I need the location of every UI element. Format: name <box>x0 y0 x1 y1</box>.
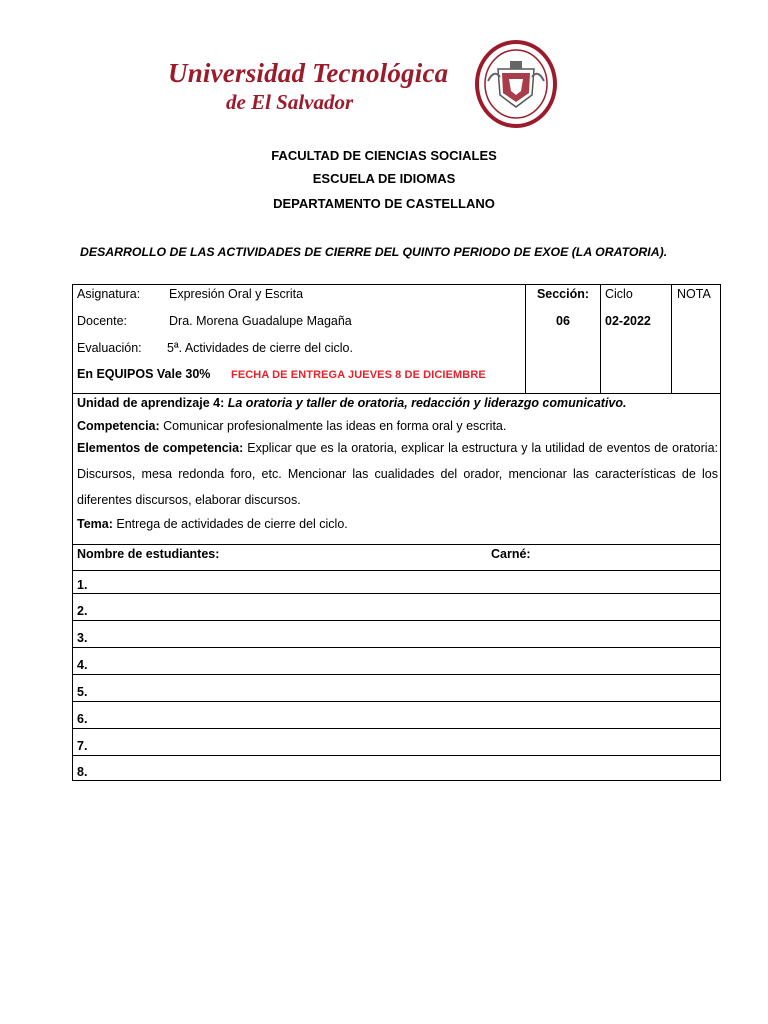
university-seal-icon <box>474 39 558 129</box>
elementos-paragraph <box>77 435 718 513</box>
tema-value: Entrega de actividades de cierre del ciclo. <box>116 517 348 531</box>
student-row-4[interactable]: 4. <box>77 658 88 672</box>
student-row-2[interactable]: 2. <box>77 604 88 618</box>
docente-value: Dra. Morena Guadalupe Magaña <box>169 314 352 328</box>
student-row-5[interactable]: 5. <box>77 685 88 699</box>
equipos-text: En EQUIPOS Vale 30% <box>77 367 211 381</box>
asignatura-label: Asignatura: <box>77 287 141 301</box>
evaluation-table <box>72 284 721 781</box>
tema-line <box>77 516 348 532</box>
delivery-date: FECHA DE ENTREGA JUEVES 8 DE DICIEMBRE <box>231 369 486 381</box>
nota-label: NOTA <box>677 287 711 301</box>
student-row-8[interactable]: 8. <box>77 765 88 779</box>
student-row-7[interactable]: 7. <box>77 739 88 753</box>
carne-header: Carné: <box>491 547 531 561</box>
department-heading: DEPARTAMENTO DE CASTELLANO <box>273 196 495 211</box>
elementos-label: Elementos de competencia: <box>77 441 244 455</box>
asignatura-value: Expresión Oral y Escrita <box>169 287 304 301</box>
student-row-1[interactable]: 1. <box>77 578 88 592</box>
unidad-value: La oratoria y taller de oratoria, redacción y liderazgo comunicativo. <box>227 396 627 410</box>
student-row-6[interactable]: 6. <box>77 712 88 726</box>
tema-label: Tema: <box>77 517 113 531</box>
competencia-value: Comunicar profesionalmente las ideas en forma oral y escrita. <box>163 419 507 433</box>
student-name-header: Nombre de estudiantes: <box>77 547 220 561</box>
seccion-label: Sección: <box>536 287 590 301</box>
ciclo-label: Ciclo <box>605 287 633 301</box>
faculty-heading: FACULTAD DE CIENCIAS SOCIALES <box>271 148 497 163</box>
docente-label: Docente: <box>77 314 128 328</box>
competencia-line <box>77 418 506 434</box>
competencia-label: Competencia: <box>77 419 160 433</box>
evaluacion-label: Evaluación: <box>77 341 142 355</box>
ciclo-value: 02-2022 <box>605 314 651 328</box>
elementos-value: Explicar que es la oratoria, explicar la estructura y la utilidad de eventos de oratoria: Discursos, mesa redonda foro, etc. Mencionar las cualidades del orador, mencionar las características de los diferentes discursos, elaborar discursos. <box>77 441 718 507</box>
document-subtitle: DESARROLLO DE LAS ACTIVIDADES DE CIERRE DEL QUINTO PERIODO DE EXOE (LA ORATORIA). <box>80 245 668 259</box>
unidad-line <box>77 395 626 411</box>
evaluacion-value: 5ª. Actividades de cierre del ciclo. <box>167 341 353 355</box>
unidad-label: Unidad de aprendizaje 4: <box>77 396 225 410</box>
university-name-line1: Universidad Tecnológica <box>168 58 449 88</box>
student-row-3[interactable]: 3. <box>77 631 88 645</box>
school-heading: ESCUELA DE IDIOMAS <box>312 171 456 186</box>
seccion-value: 06 <box>556 314 570 328</box>
university-logo <box>168 58 468 118</box>
university-name-line2: de El Salvador <box>226 90 354 114</box>
